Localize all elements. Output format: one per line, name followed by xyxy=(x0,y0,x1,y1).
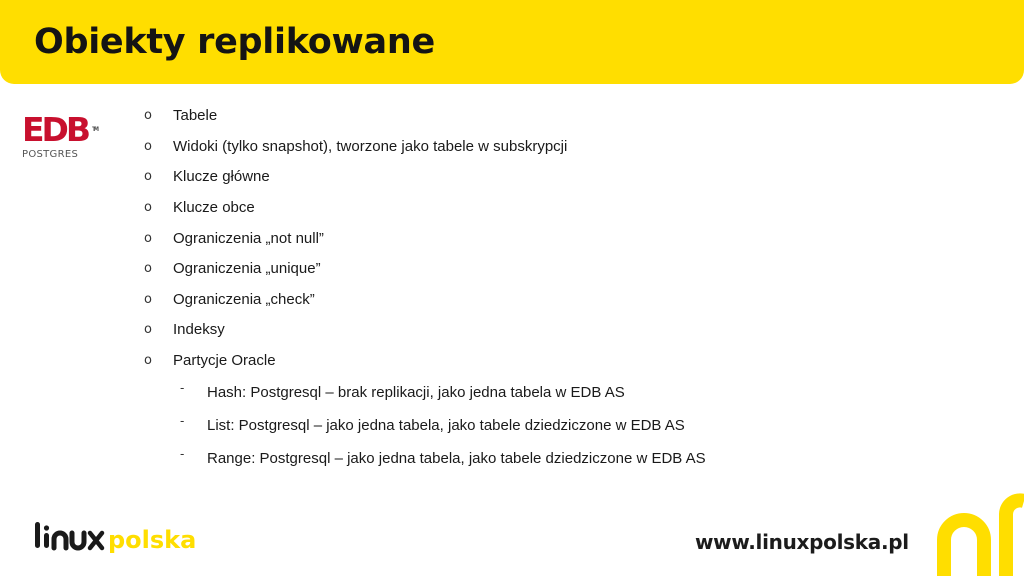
list-item-label: Indeksy xyxy=(173,320,225,338)
list-item-label: Klucze obce xyxy=(173,198,255,216)
bullet-marker: o xyxy=(144,107,152,123)
list-item xyxy=(144,349,276,371)
sub-list-item xyxy=(180,381,625,403)
bullet-marker: o xyxy=(144,199,152,215)
edb-logo-subtitle: POSTGRES xyxy=(22,149,79,160)
footer-url[interactable]: www.linuxpolska.pl xyxy=(695,530,909,554)
linux-polska-logo xyxy=(34,518,214,558)
bullet-marker: o xyxy=(144,168,152,184)
sub-bullet-marker: - xyxy=(180,445,185,461)
list-item xyxy=(144,104,217,126)
list-item xyxy=(144,288,315,310)
sub-bullet-marker: - xyxy=(180,379,185,395)
corner-decoration-icon xyxy=(934,490,1024,576)
sub-list-item-label: Range: Postgresql – jako jedna tabela, jako tabele dziedziczone w EDB AS xyxy=(207,449,706,467)
list-item xyxy=(144,165,270,187)
bullet-marker: o xyxy=(144,291,152,307)
list-item-label: Ograniczenia „check” xyxy=(173,290,315,308)
list-item-label: Partycje Oracle xyxy=(173,351,276,369)
bullet-marker: o xyxy=(144,321,152,337)
list-item-label: Ograniczenia „not null” xyxy=(173,229,324,247)
edb-logo-mark: EDB ™ xyxy=(22,110,97,149)
list-item-label: Ograniczenia „unique” xyxy=(173,259,321,277)
list-item xyxy=(144,257,321,279)
sub-list-item-label: List: Postgresql – jako jedna tabela, jako tabele dziedziczone w EDB AS xyxy=(207,416,685,434)
sub-list-item xyxy=(180,414,685,436)
bullet-marker: o xyxy=(144,352,152,368)
page-title: Obiekty replikowane xyxy=(34,22,435,62)
list-item-label: Tabele xyxy=(173,106,218,124)
sub-list-item-label: Hash: Postgresql – brak replikacji, jako jedna tabela w EDB AS xyxy=(207,383,625,401)
bullet-marker: o xyxy=(144,260,152,276)
list-item-label: Widoki (tylko snapshot), tworzone jako tabele w subskrypcji xyxy=(173,137,568,155)
list-item-label: Klucze główne xyxy=(173,167,270,185)
bullet-marker: o xyxy=(144,138,152,154)
sub-list-item xyxy=(180,447,706,469)
list-item xyxy=(144,135,567,157)
logo-brand-text: polska xyxy=(108,526,197,554)
bullet-marker: o xyxy=(144,230,152,246)
list-item xyxy=(144,318,225,340)
linux-polska-logo-mark xyxy=(34,518,214,558)
list-item xyxy=(144,227,324,249)
sub-bullet-marker: - xyxy=(180,412,185,428)
list-item xyxy=(144,196,255,218)
